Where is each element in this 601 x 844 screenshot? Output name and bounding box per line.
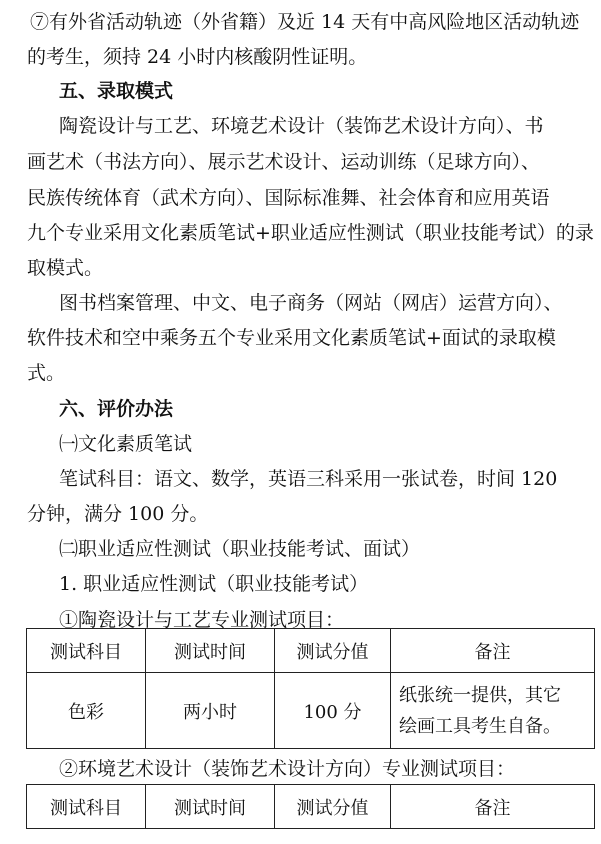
table-header-row <box>27 785 595 829</box>
table-header-cell: 备注 <box>391 785 595 829</box>
paragraph-line: 笔试科目：语文、数学，英语三科采用一张试卷，时间 120 <box>59 468 558 490</box>
paragraph-line: 陶瓷设计与工艺、环境艺术设计（装饰艺术设计方向）、书 <box>59 115 544 137</box>
table-cell: 100 分 <box>275 673 391 749</box>
paragraph-line: 软件技术和空中乘务五个专业采用文化素质笔试+面试的录取模 <box>27 327 556 349</box>
paragraph-line: 九个专业采用文化素质笔试+职业适应性测试（职业技能考试）的录 <box>27 222 594 244</box>
paragraph-line: 图书档案管理、中文、电子商务（网站（网店）运营方向）、 <box>59 292 563 314</box>
table-header-cell: 测试科目 <box>27 785 146 829</box>
list-item: ②环境艺术设计（装饰艺术设计方向）专业测试项目： <box>59 758 516 780</box>
note-line: 绘画工具考生自备。 <box>399 715 561 737</box>
note-line: 纸张统一提供，其它 <box>399 684 561 706</box>
test-items-table-1 <box>26 628 595 749</box>
section-heading-6: 六、评价办法 <box>59 398 174 420</box>
table-header-cell: 测试分值 <box>275 629 391 673</box>
paragraph-line: ⑦有外省活动轨迹（外省籍）及近 14 天有中高风险地区活动轨迹 <box>30 11 580 33</box>
paragraph-line: 分钟，满分 100 分。 <box>27 503 209 525</box>
subsection-heading: ㈠文化素质笔试 <box>59 433 193 455</box>
paragraph-line: 画艺术（书法方向）、展示艺术设计、运动训练（足球方向）、 <box>27 151 541 173</box>
test-items-table-2 <box>26 784 595 829</box>
table-header-row <box>27 629 595 673</box>
table-header-cell: 测试时间 <box>146 629 275 673</box>
subsection-item: 1. 职业适应性测试（职业技能考试） <box>59 573 369 595</box>
table-row <box>27 673 595 749</box>
paragraph-line: 取模式。 <box>27 257 104 279</box>
section-heading-5: 五、录取模式 <box>59 80 174 102</box>
table-cell: 两小时 <box>146 673 275 749</box>
table-cell-note <box>391 673 595 749</box>
paragraph-line: 的考生，须持 24 小时内核酸阴性证明。 <box>27 46 368 68</box>
list-item: ①陶瓷设计与工艺专业测试项目： <box>59 609 345 631</box>
paragraph-line: 民族传统体育（武术方向）、国际标准舞、社会体育和应用英语 <box>27 187 550 209</box>
table-header-cell: 测试科目 <box>27 629 146 673</box>
table-header-cell: 测试分值 <box>275 785 391 829</box>
table-header-cell: 测试时间 <box>146 785 275 829</box>
table-cell: 色彩 <box>27 673 146 749</box>
subsection-heading: ㈡职业适应性测试（职业技能考试、面试） <box>59 538 421 560</box>
table-header-cell: 备注 <box>391 629 595 673</box>
paragraph-line: 式。 <box>27 362 66 384</box>
